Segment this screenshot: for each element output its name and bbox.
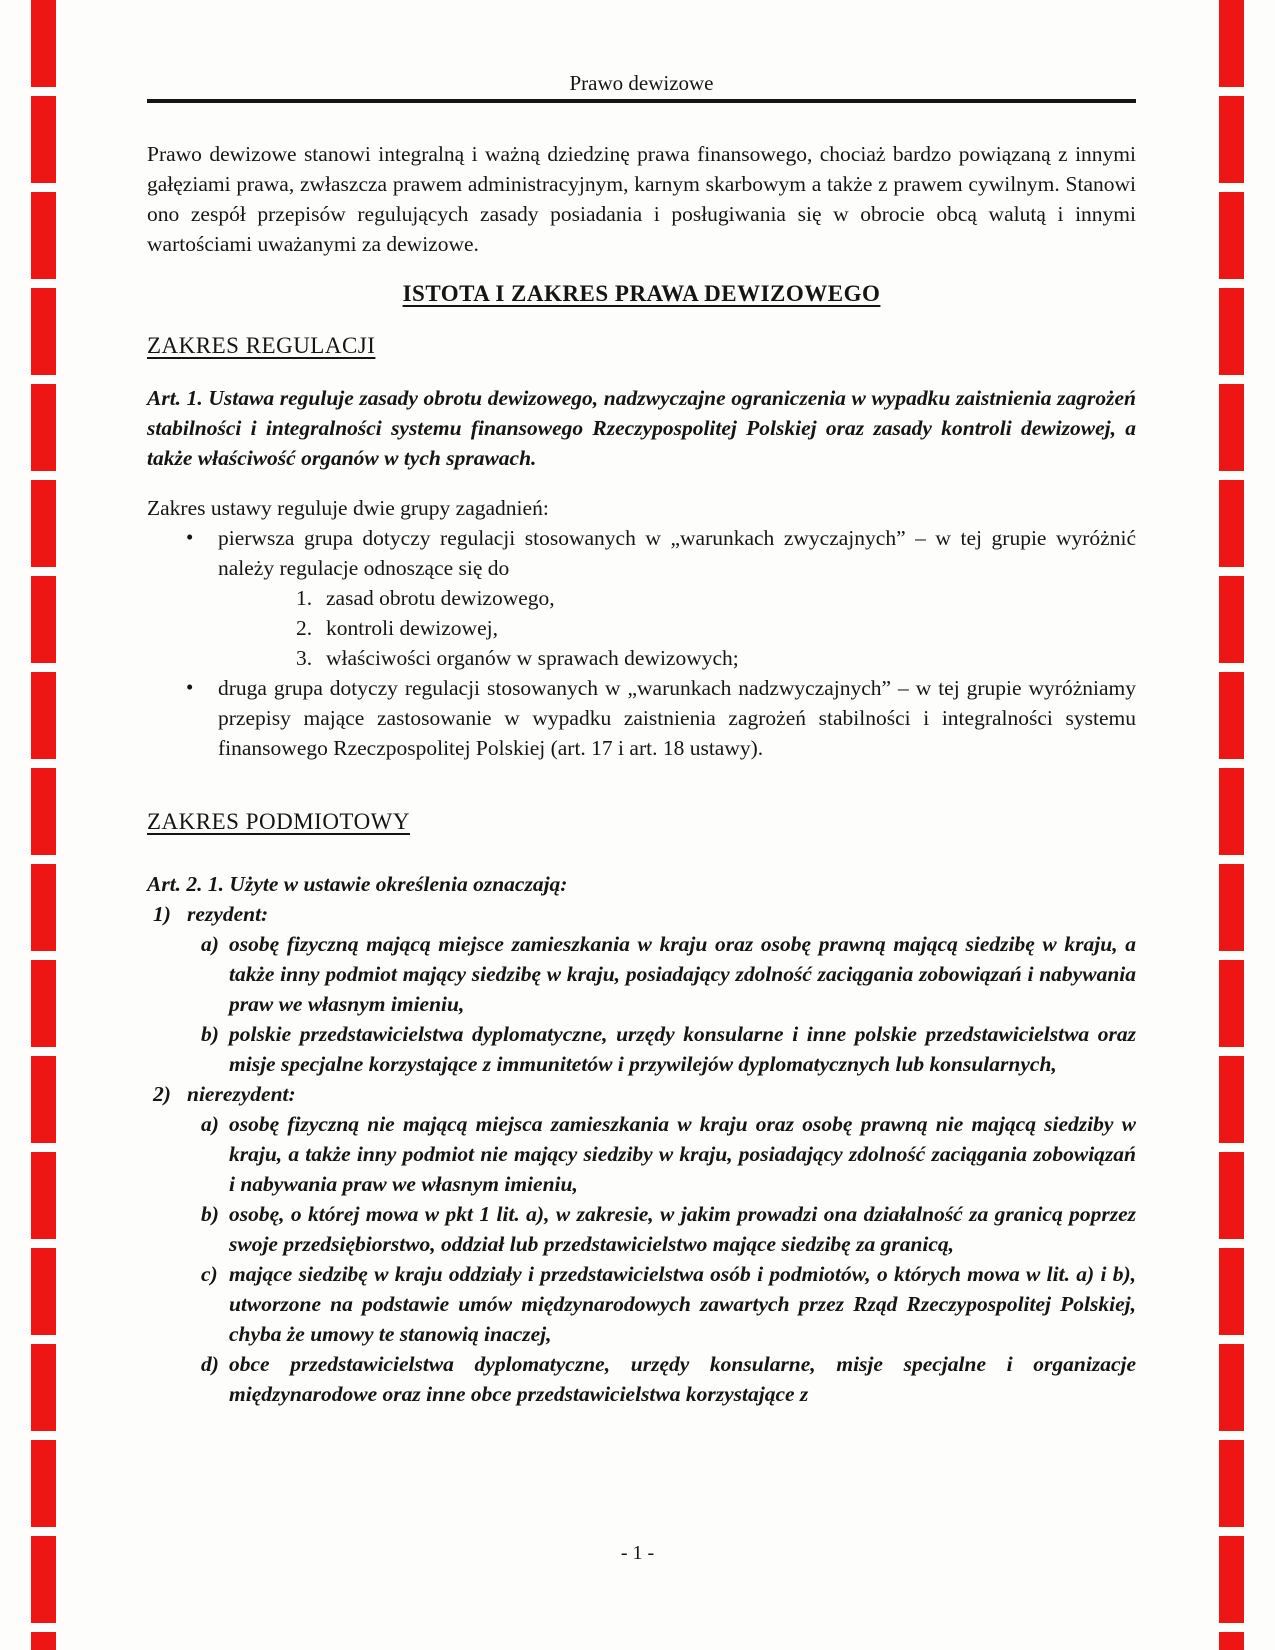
item-text: właściwości organów w sprawach dewizowych; bbox=[326, 646, 739, 670]
subitem-1a bbox=[201, 929, 1136, 1019]
subitem-1b bbox=[201, 1019, 1136, 1079]
subitem-text: obce przedstawicielstwa dyplomatyczne, urzędy konsularne, misje specjalne i organizacje międzynarodowe oraz inne obce przedstawicielstwa korzystające z bbox=[229, 1352, 1136, 1406]
scope-intro: Zakres ustawy reguluje dwie grupy zagadnień: bbox=[147, 496, 549, 520]
art2-intro: Art. 2. 1. Użyte w ustawie określenia oznaczają: bbox=[147, 872, 568, 896]
subitem-text: osobę, o której mowa w pkt 1 lit. a), w zakresie, w jakim prowadzi ona działalność za granicą poprzez swoje przedsiębiorstwo, oddział lub przedstawicielstwo mające siedzibę za granicą, bbox=[229, 1202, 1136, 1256]
item-number: 2. bbox=[296, 616, 313, 640]
numbered-item bbox=[296, 643, 1136, 673]
numbered-item bbox=[296, 583, 1136, 613]
subitem-letter: d) bbox=[201, 1352, 219, 1376]
bullet-icon: • bbox=[186, 525, 194, 549]
bullet-item-first-group bbox=[147, 523, 1136, 583]
item-number: 3. bbox=[296, 646, 313, 670]
subitem-2d bbox=[201, 1349, 1136, 1409]
subitem-2c bbox=[201, 1259, 1136, 1349]
subitem-2b bbox=[201, 1199, 1136, 1259]
subitem-text: osobę fizyczną nie mającą miejsca zamieszkania w kraju oraz osobę prawną nie mającą siedziby w kraju, a także inny podmiot nie mający siedziby w kraju, posiadający zdolność zaciągania zobowiązań i nabywania praw we własnym imieniu, bbox=[229, 1112, 1136, 1196]
right-edge-marks bbox=[1219, 0, 1244, 1650]
subitem-letter: b) bbox=[201, 1202, 219, 1226]
definition-number: 1) bbox=[153, 902, 171, 926]
intro-paragraph: Prawo dewizowe stanowi integralną i ważną dziedzinę prawa finansowego, chociaż bardzo powiązaną z innymi gałęziami prawa, zwłaszcza prawem administracyjnym, karnym skarbowym a także z prawem cywilnym. Stanowi ono zespół przepisów regulujących zasady posiadania i posługiwania się w obrocie obcą walutą i innymi wartościami uważanymi za dewizowe. bbox=[147, 142, 1136, 256]
main-heading: ISTOTA I ZAKRES PRAWA DEWIZOWEGO bbox=[402, 281, 881, 306]
left-edge-marks bbox=[31, 0, 56, 1650]
bullet-icon: • bbox=[186, 675, 194, 699]
numbered-list bbox=[296, 583, 1136, 673]
bullet-text: pierwsza grupa dotyczy regulacji stosowanych w „warunkach zwyczajnych” – w tej grupie wyróżnić należy regulacje odnoszące się do bbox=[218, 526, 1136, 580]
numbered-item bbox=[296, 613, 1136, 643]
art1-paragraph: Art. 1. Ustawa reguluje zasady obrotu dewizowego, nadzwyczajne ograniczenia w wypadku zaistnienia zagrożeń stabilności i integralności systemu finansowego Rzeczypospolitej Polskiej oraz zasady kontroli dewizowej, a także właściwość organów w tych sprawach. bbox=[147, 386, 1136, 470]
subitem-text: mające siedzibę w kraju oddziały i przedstawicielstwa osób i podmiotów, o których mowa w lit. a) i b), utworzone na podstawie umów międzynarodowych zawartych przez Rząd Rzeczypospolitej Polskiej, chyba że umowy te stanowią inaczej, bbox=[229, 1262, 1136, 1346]
subitem-text: osobę fizyczną mającą miejsce zamieszkania w kraju oraz osobę prawną mającą siedzibę w kraju, a także inny podmiot mający siedzibę w kraju, posiadający zdolność zaciągania zobowiązań i nabywania praw we własnym imieniu, bbox=[229, 932, 1136, 1016]
bullet-item-second-group bbox=[147, 673, 1136, 763]
page-header-title: Prawo dewizowe bbox=[569, 71, 714, 95]
section-heading-zakres-podmiotowy: ZAKRES PODMIOTOWY bbox=[147, 809, 410, 834]
subitem-letter: c) bbox=[201, 1262, 218, 1286]
item-text: kontroli dewizowej, bbox=[326, 616, 498, 640]
subitem-letter: b) bbox=[201, 1022, 219, 1046]
header-rule bbox=[147, 99, 1136, 103]
item-number: 1. bbox=[296, 586, 313, 610]
definition-term: rezydent: bbox=[187, 902, 269, 926]
definition-item-nierezydent bbox=[153, 1079, 1136, 1109]
page-content bbox=[147, 0, 1136, 1409]
page-number: - 1 - bbox=[620, 1542, 655, 1564]
subitem-letter: a) bbox=[201, 1112, 219, 1136]
definition-item-rezydent bbox=[153, 899, 1136, 929]
subitem-text: polskie przedstawicielstwa dyplomatyczne, urzędy konsularne i inne polskie przedstawicielstwa oraz misje specjalne korzystające z immunitetów i przywilejów dyplomatycznych lub konsularnych, bbox=[229, 1022, 1136, 1076]
definition-term: nierezydent: bbox=[187, 1082, 296, 1106]
item-text: zasad obrotu dewizowego, bbox=[326, 586, 555, 610]
bullet-text: druga grupa dotyczy regulacji stosowanych w „warunkach nadzwyczajnych” – w tej grupie wyróżniamy przepisy mające zastosowanie w wypadku zaistnienia zagrożeń stabilności i integralności systemu finansowego Rzeczpospolitej Polskiej (art. 17 i art. 18 ustawy). bbox=[218, 676, 1136, 760]
definition-number: 2) bbox=[153, 1082, 171, 1106]
subitem-2a bbox=[201, 1109, 1136, 1199]
subitem-letter: a) bbox=[201, 932, 219, 956]
section-heading-zakres-regulacji: ZAKRES REGULACJI bbox=[147, 333, 376, 358]
